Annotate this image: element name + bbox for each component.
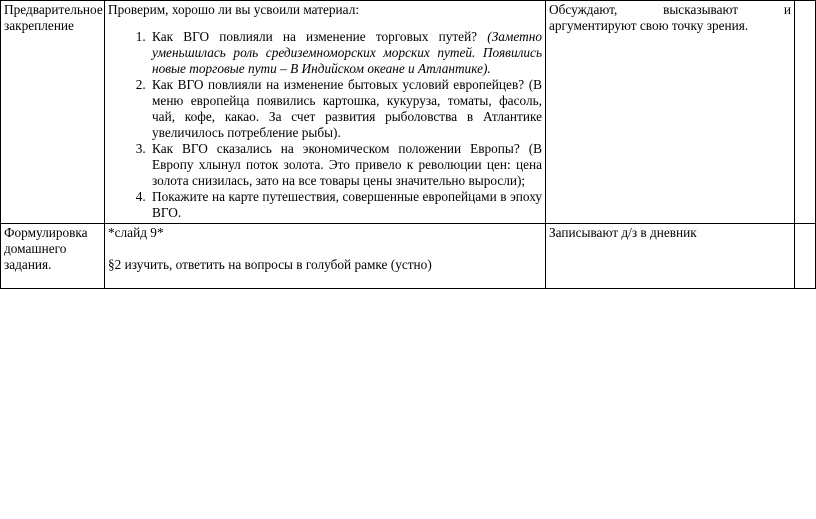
- stage-cell: [1, 1, 105, 224]
- student-activity-line: аргументируют свою точку зрения.: [549, 18, 749, 33]
- teacher-activity-cell: [105, 1, 546, 224]
- question-list: [108, 29, 542, 221]
- homework-task: §2 изучить, ответить на вопросы в голубой рамке (устно): [108, 257, 432, 272]
- empty-cell: [795, 1, 816, 224]
- stage-label: Предварительное закрепление: [4, 2, 103, 33]
- question-item: 1. Как ВГО повлияли на изменение торговых путей? (Заметно уменьшилась роль средиземноморских морских путей. Появились новые торговые пути – В Индийском океане и Атлантике).: [149, 29, 542, 77]
- question-item: 4. Покажите на карте путешествия, совершенные европейцами в эпоху ВГО.: [149, 189, 542, 221]
- table-row: [1, 224, 816, 289]
- student-activity-cell: [546, 1, 795, 224]
- empty-cell: [795, 224, 816, 289]
- stage-cell: [1, 224, 105, 289]
- intro-text: Проверим, хорошо ли вы усвоили материал:: [108, 2, 360, 17]
- stage-label: Формулировка домашнего задания.: [4, 225, 88, 272]
- question-item: 3. Как ВГО сказались на экономическом положении Европы? (В Европу хлынул поток золота. Это привело к революции цен: цена золота снизилась, зато на все товары цены значительно выросли);: [149, 141, 542, 189]
- table-row: [1, 1, 816, 224]
- slide-label: *слайд 9*: [108, 225, 164, 240]
- student-activity-cell: Записывают д/з в дневник: [546, 224, 795, 289]
- teacher-activity-cell: [105, 224, 546, 289]
- question-item: 2. Как ВГО повлияли на изменение бытовых условий европейцев? (В меню европейца появились картошка, кукуруза, томаты, фасоль, чай, кофе, какао. За счет развития рыболовства в Атлантике увеличилось потребление рыбы).: [149, 77, 542, 141]
- student-activity-line: Обсуждают, высказывают и: [549, 2, 791, 17]
